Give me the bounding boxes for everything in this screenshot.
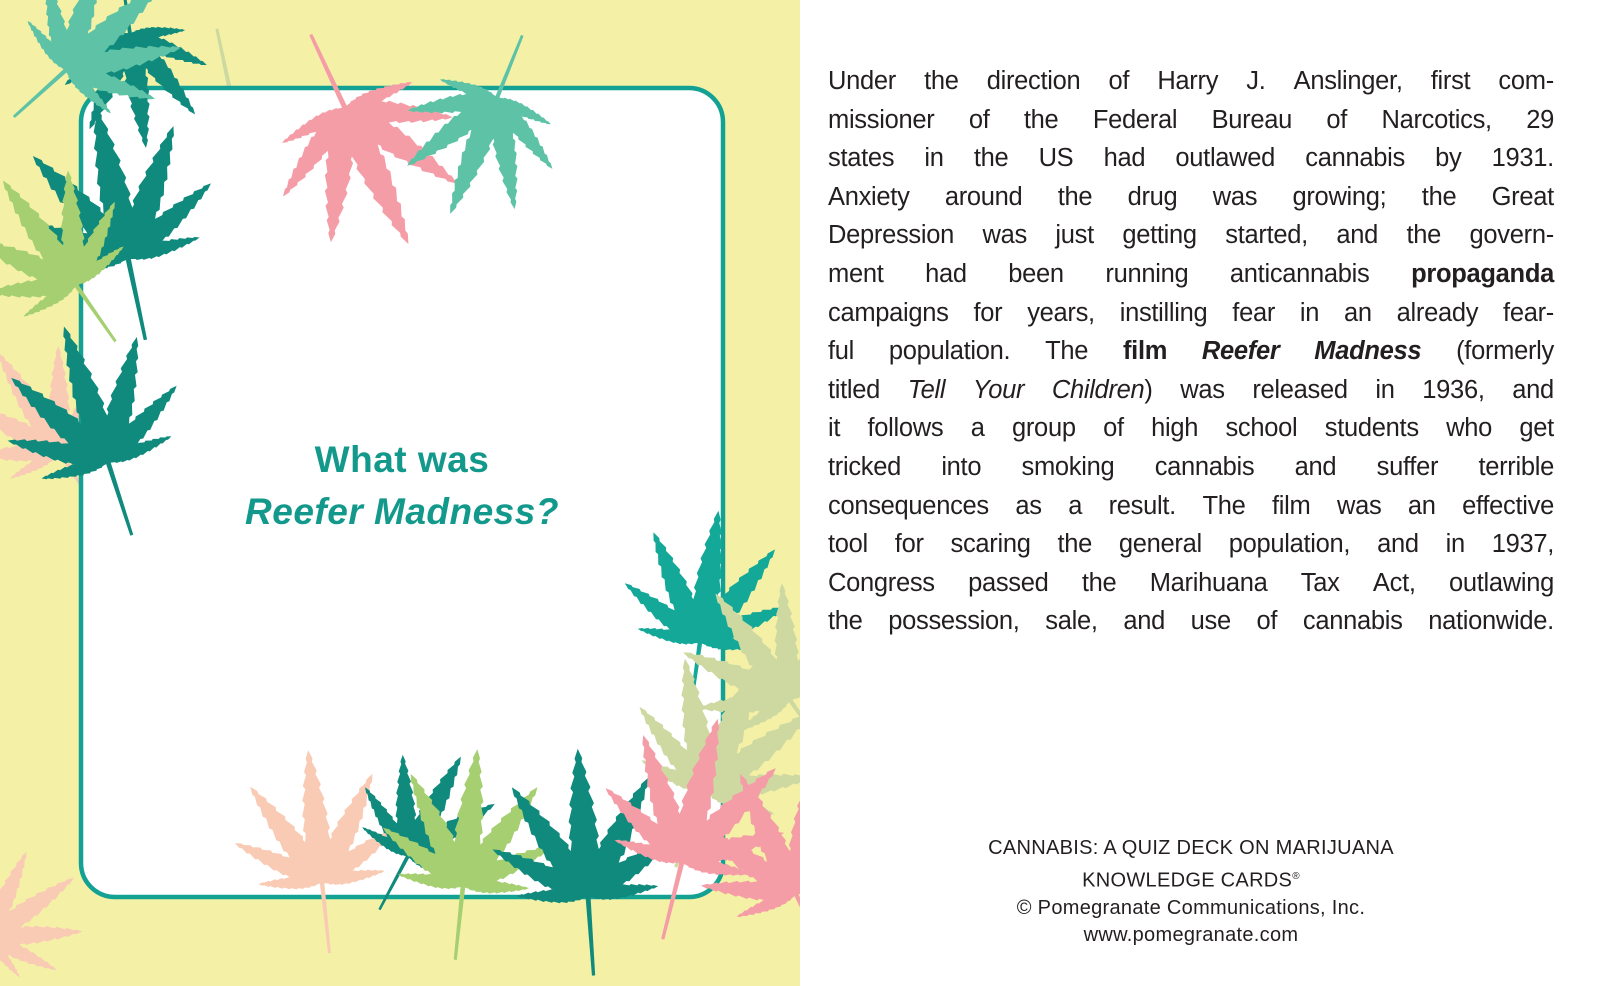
question-line-2: Reefer Madness? [245, 491, 559, 532]
paragraph-line: campaigns for years, instilling fear in an already fear- [828, 298, 1554, 327]
paragraph-line: ment had been running anticannabis propaganda [828, 259, 1554, 288]
answer-paragraph [828, 62, 1554, 641]
footer-line: www.pomegranate.com [1083, 924, 1299, 947]
footer-line: CANNABIS: A QUIZ DECK ON MARIJUANA [988, 837, 1394, 859]
question-line-1: What was [314, 439, 490, 480]
question-text [81, 434, 723, 538]
footer-line: KNOWLEDGE CARDS® [1082, 869, 1300, 892]
paragraph-line: Congress passed the Marihuana Tax Act, outlawing [828, 568, 1554, 597]
paragraph-line: tool for scaring the general population, and in 1937, [828, 530, 1554, 559]
card-back-panel [800, 0, 1600, 986]
paragraph-line: titled Tell Your Children) was released in 1936, and [828, 375, 1554, 404]
publisher-footer [828, 835, 1554, 950]
paragraph-line: Anxiety around the drug was growing; the Great [828, 182, 1554, 211]
paragraph-line: missioner of the Federal Bureau of Narcotics, 29 [828, 105, 1554, 134]
paragraph-line: consequences as a result. The film was an effective [828, 491, 1554, 520]
paragraph-line: tricked into smoking cannabis and suffer terrible [828, 452, 1554, 481]
paragraph-line: it follows a group of high school students who get [828, 414, 1554, 443]
paragraph-line: states in the US had outlawed cannabis by 1931. [828, 144, 1554, 173]
paragraph-line: the possession, sale, and use of cannabis nationwide. [828, 607, 1554, 636]
paragraph-line: Depression was just getting started, and the govern- [828, 221, 1554, 250]
footer-line: © Pomegranate Communications, Inc. [1016, 896, 1366, 919]
paragraph-line: Under the direction of Harry J. Anslinger, first com- [828, 67, 1554, 95]
paragraph-line: ful population. The film Reefer Madness (formerly [828, 337, 1554, 366]
